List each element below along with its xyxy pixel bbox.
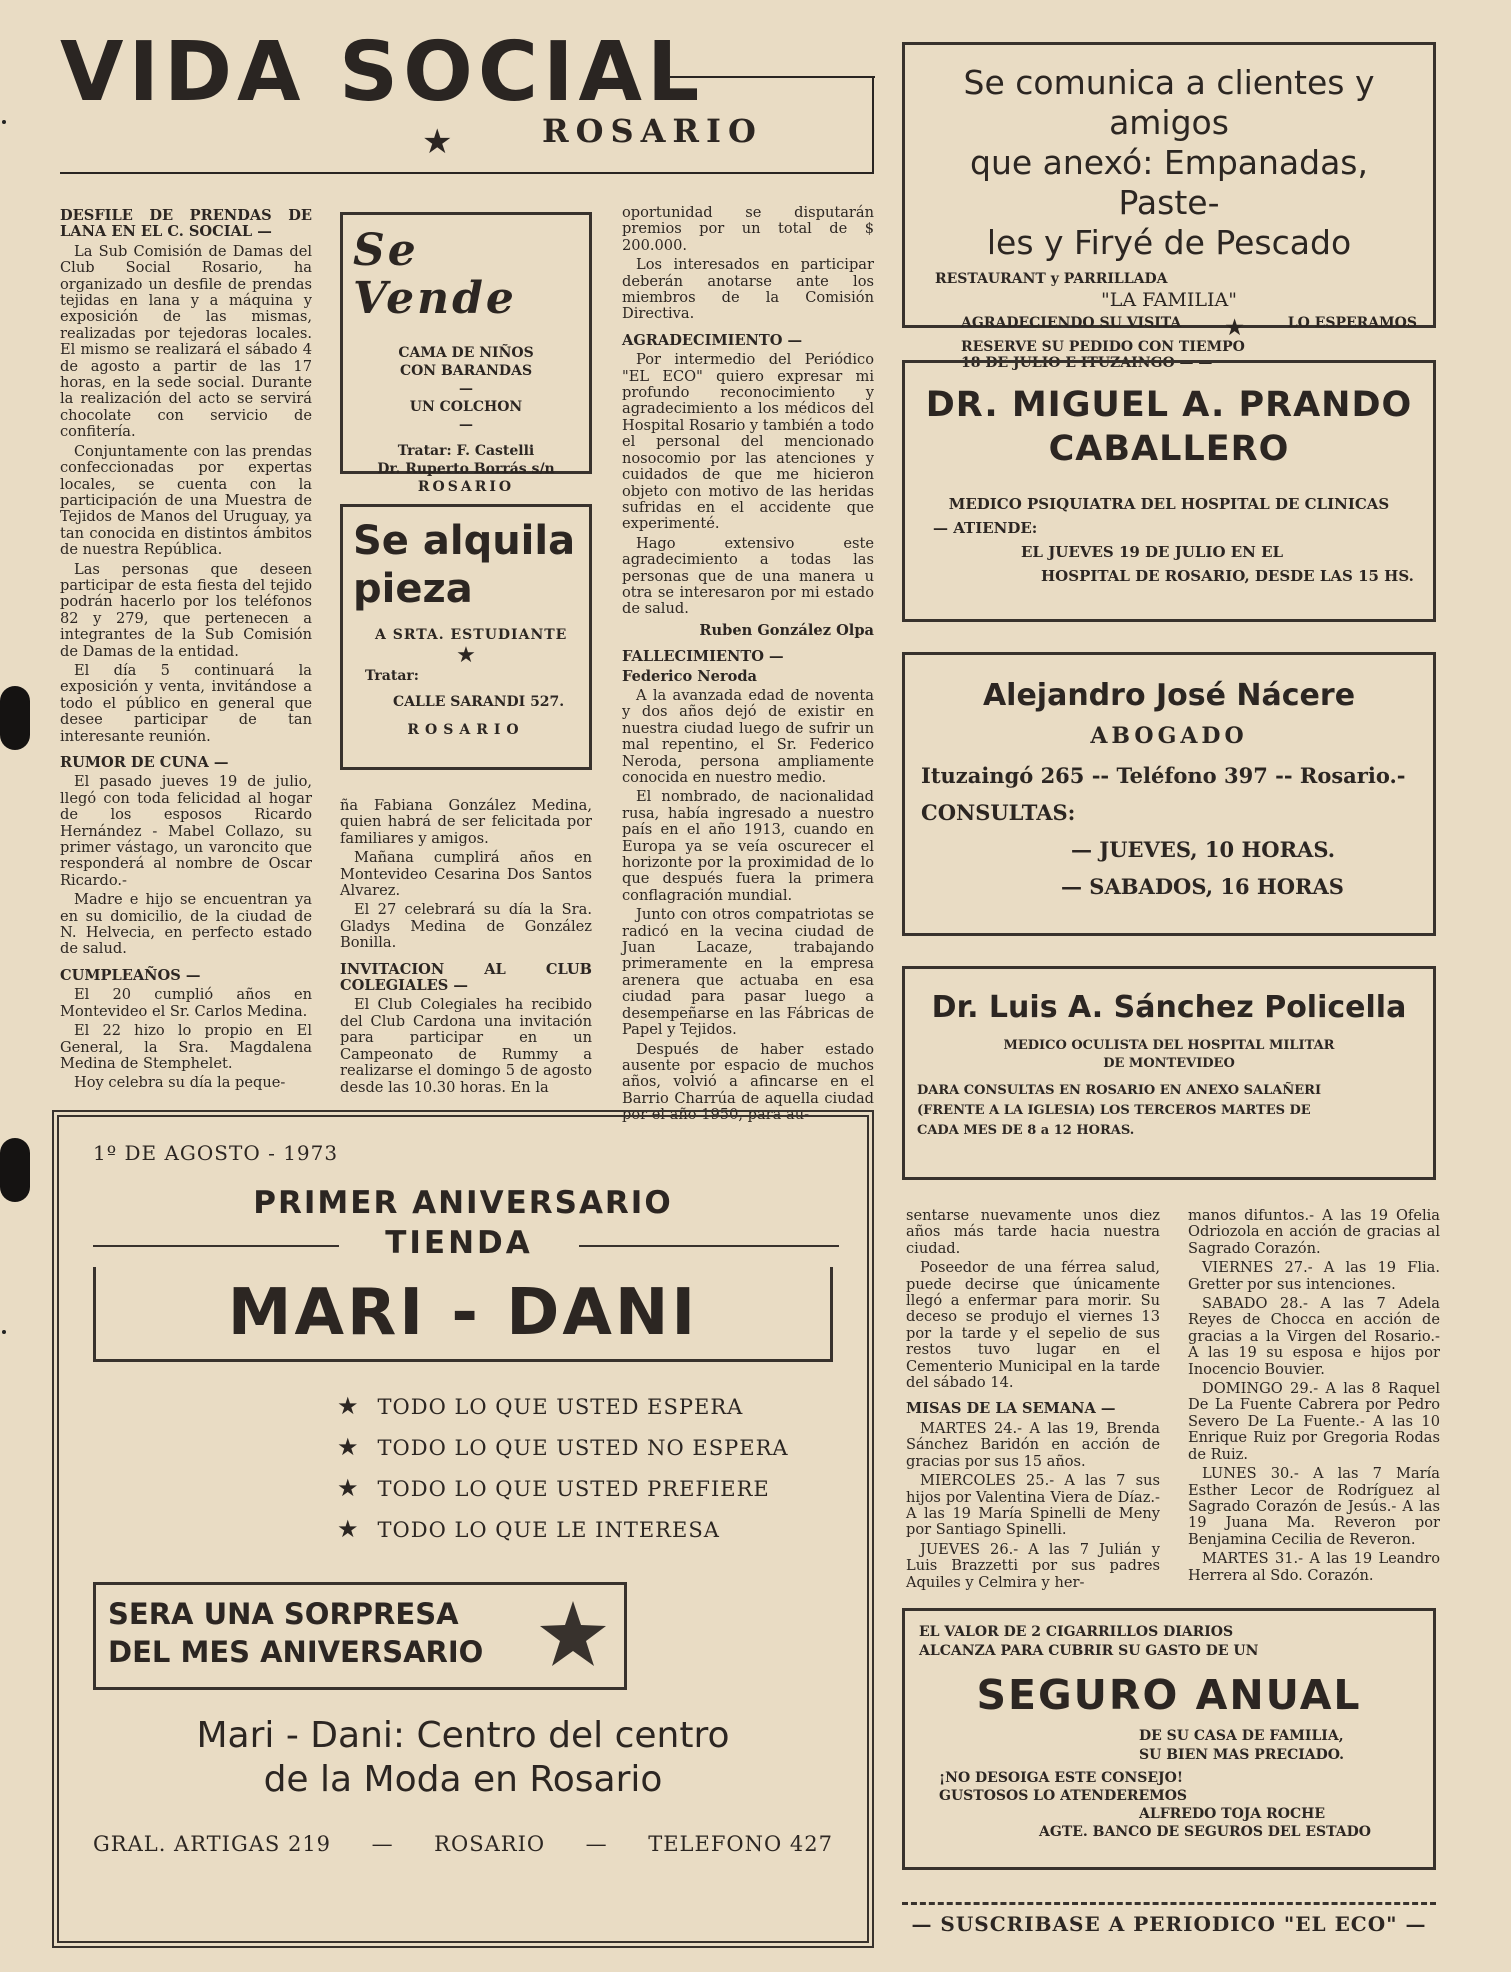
lawyer-name: Alejandro José Nácere	[982, 678, 1356, 713]
article-paragraph: manos difuntos.- A las 19 Ofelia Odriozola en acción de gracias al Sagrado Corazón.	[1188, 1207, 1440, 1257]
article-paragraph: La Sub Comisión de Damas del Club Social Rosario, ha organizado un desfile de prendas tejidas en lana y a máquina y exposición de las mismas, realizadas por tejedoras locales. El mismo se realizará el sábado 4 de agosto a partir de las 17 horas, en la sede social. Durante la realización del acto se servirá chocolate con servicio de confitería.	[60, 242, 312, 441]
bullet-item	[337, 1427, 833, 1468]
page-subtitle: ROSARIO	[542, 112, 763, 150]
ad-line: DE MONTEVIDEO	[1103, 1056, 1235, 1071]
masthead-rule	[670, 76, 875, 78]
article-paragraph: El 27 celebrará su día la Sra. Gladys Medina de González Bonilla.	[340, 901, 592, 952]
article-paragraph: SABADO 28.- A las 7 Adela Reyes de Chocca en acción de gracias a la Virgen del Rosario.- A las 19 su esposa e hijos por Inocencio Bouvier.	[1188, 1295, 1440, 1378]
ad-line: CONSULTAS:	[921, 800, 1076, 825]
ad-line: (FRENTE A LA IGLESIA) LOS TERCEROS MARTES DE	[917, 1103, 1311, 1118]
store-city: ROSARIO	[434, 1832, 546, 1856]
lawyer-address: Ituzaingó 265 -- Teléfono 397 -- Rosario.-	[921, 763, 1406, 788]
ad-headline: Se comunica a clientes y amigos	[963, 63, 1375, 142]
bullet-text: TODO LO QUE USTED PREFIERE	[377, 1477, 770, 1501]
agent-name: ALFREDO TOJA ROCHE	[1139, 1806, 1326, 1822]
store-address: GRAL. ARTIGAS 219	[93, 1832, 332, 1856]
news-column-3	[622, 205, 874, 1127]
ad-line: CON BARANDAS	[399, 362, 533, 379]
star-icon	[538, 1599, 608, 1669]
ad-headline: PRIMER ANIVERSARIO	[253, 1185, 673, 1221]
star-icon: ★	[337, 1515, 360, 1543]
divider	[93, 1245, 339, 1247]
ad-slogan: de la Moda en Rosario	[263, 1759, 663, 1800]
ad-line: Tratar:	[365, 668, 419, 684]
article-paragraph: El día 5 continuará la exposición y venta, invitándose a todo el público en general que desee participar de tan interesante reunión.	[60, 661, 312, 745]
article-paragraph: MIERCOLES 25.- A las 7 sus hijos por Valentina Viera de Díaz.- A las 19 María Spinelli de Meny por Santiago Spinelli.	[906, 1472, 1160, 1539]
ad-line: CADA MES DE 8 a 12 HORAS.	[917, 1123, 1135, 1138]
star-icon: ★	[337, 1433, 360, 1461]
ad-dr-prando	[902, 360, 1436, 622]
star-icon: ★	[337, 1392, 360, 1420]
bullet-text: TODO LO QUE LE INTERESA	[377, 1518, 720, 1542]
article-heading: Federico Neroda	[622, 667, 757, 685]
doctor-name: CABALLERO	[1048, 429, 1290, 469]
ad-line: 18 DE JULIO E ITUZAINGO — —	[961, 355, 1213, 371]
ad-line: MEDICO OCULISTA DEL HOSPITAL MILITAR	[1003, 1038, 1335, 1053]
article-heading: INVITACION AL CLUB COLEGIALES —	[340, 960, 592, 995]
ad-separator: —	[459, 416, 473, 433]
article-paragraph: Hoy celebra su día la peque-	[74, 1074, 286, 1092]
article-heading: CUMPLEAÑOS —	[60, 966, 201, 984]
separator: —	[371, 1832, 394, 1856]
news-column-5	[1188, 1208, 1440, 1587]
ad-line: Dr. Ruperto Borrás s/n	[377, 460, 555, 477]
article-heading: DESFILE DE PRENDAS DE LANA EN EL C. SOCIAL —	[60, 207, 312, 241]
bullet-text: TODO LO QUE USTED ESPERA	[377, 1395, 744, 1419]
star-icon: ★	[337, 1474, 360, 1502]
ad-line: — JUEVES, 10 HORAS.	[1071, 837, 1336, 862]
article-paragraph: Mañana cumplirá años en Montevideo Cesarina Dos Santos Alvarez.	[340, 849, 592, 900]
ad-contact	[93, 1832, 833, 1856]
surprise-box	[93, 1582, 627, 1690]
news-column-2	[340, 798, 592, 1099]
ad-separator: —	[459, 380, 473, 397]
ad-line	[921, 315, 1417, 339]
surprise-line: DEL MES ANIVERSARIO	[108, 1635, 484, 1669]
ad-line: MEDICO PSIQUIATRA DEL HOSPITAL DE CLINICAS	[948, 495, 1390, 513]
article-paragraph: Después de haber estado ausente por espacio de muchos años, volvió a afincarse en el Barrio Charrúa de aquella ciudad por el año 1950, para au-	[622, 1040, 874, 1124]
ad-line: — ATIENDE:	[933, 519, 1038, 537]
ad-tienda-row	[93, 1225, 833, 1267]
ad-line: RESERVE SU PEDIDO CON TIEMPO	[961, 339, 1245, 355]
ad-headline: TIENDA	[385, 1225, 533, 1261]
ad-title: pieza	[353, 566, 473, 612]
ad-mari-dani	[52, 1110, 874, 1948]
article-heading: MISAS DE LA SEMANA —	[906, 1400, 1116, 1418]
bullet-text: TODO LO QUE USTED NO ESPERA	[377, 1436, 789, 1460]
ad-line: GUSTOSOS LO ATENDEREMOS	[939, 1788, 1187, 1804]
star-icon: ★	[456, 643, 476, 668]
ad-slogan: Mari - Dani: Centro del centro	[196, 1715, 730, 1756]
article-paragraph: Por intermedio del Periódico "EL ECO" quiero expresar mi profundo reconocimiento y agradecimiento a los médicos del Hospital Rosario y también a todo el personal del mencionado nosocomio por las atenciones y cuidados de que me hicieron objeto con motivo de las heridas sufridas en el accidente que experimenté.	[622, 351, 875, 533]
article-paragraph: Los interesados en participar deberán anotarse ante los miembros de la Comisión Directiva.	[622, 256, 874, 323]
doctor-name: DR. MIGUEL A. PRANDO	[925, 385, 1413, 425]
ad-line: UN COLCHON	[409, 398, 523, 415]
ad-line: HOSPITAL DE ROSARIO, DESDE LAS 15 HS.	[1041, 567, 1414, 585]
article-paragraph: LUNES 30.- A las 7 María Esther Lecor de Rodríguez al Sagrado Corazón de Jesús.- A las 19 Juana Ma. Reveron por Benjamina Cecilia de Reveron.	[1188, 1465, 1440, 1548]
article-paragraph: ña Fabiana González Medina, quien habrá de ser felicitada por familiares y amigos.	[340, 797, 592, 847]
article-paragraph: Poseedor de una férrea salud, puede decirse que únicamente llegó a enfermar para morir. Su deceso se produjo el viernes 13 por la tarde y el sepelio de sus restos tuvo lugar en el Cementerio Municipal en la tarde del sábado 14.	[906, 1259, 1160, 1392]
ad-line: — SABADOS, 16 HORAS	[1061, 874, 1344, 899]
ad-title: Se Vende	[353, 225, 517, 325]
article-paragraph: El 20 cumplió años en Montevideo el Sr. Carlos Medina.	[60, 986, 312, 1020]
bullet-item	[337, 1468, 833, 1509]
article-paragraph: sentarse nuevamente unos diez años más tarde hacia nuestra ciudad.	[906, 1207, 1160, 1257]
ad-line-right: LO ESPERAMOS	[1287, 315, 1417, 331]
article-heading: FALLECIMIENTO —	[622, 648, 784, 666]
ad-line: SU BIEN MAS PRECIADO.	[1139, 1747, 1345, 1763]
ad-headline: que anexó: Empanadas, Paste-	[970, 143, 1368, 222]
article-heading: RUMOR DE CUNA —	[60, 754, 229, 771]
divider	[579, 1245, 839, 1247]
ad-line: ALCANZA PARA CUBRIR SU GASTO DE UN	[919, 1643, 1259, 1659]
article-paragraph: El nombrado, de nacionalidad rusa, había ingresado a nuestro país en el año 1913, cuando en Europa ya se veía oscurecer el horizonte por la proximidad de lo que después fuera la primera conflagración mundial.	[622, 788, 874, 904]
article-paragraph: DOMINGO 29.- A las 8 Raquel De La Fuente Cabrera por Pedro Severo De La Fuente.- A las 10 Enrique Ruiz por Gregoria Rodas de Ruiz.	[1188, 1380, 1440, 1463]
article-paragraph: Hago extensivo este agradecimiento a todas las personas que de una manera u otra se interesaron por mi estado de salud.	[622, 534, 874, 618]
ad-seguro	[902, 1608, 1436, 1870]
ad-line: A SRTA. ESTUDIANTE	[375, 627, 568, 643]
ad-line: ROSARIO	[407, 722, 525, 738]
ad-se-alquila	[340, 504, 592, 770]
masthead-rule	[872, 76, 874, 174]
star-icon: ★	[422, 122, 453, 162]
article-paragraph: Las personas que deseen participar de esta fiesta del tejido podrán hacerlo por los teléfonos 82 y 279, que pertenecen a integrantes de la Sub Comisión de Damas de la entidad.	[60, 560, 312, 660]
article-signature: Ruben González Olpa	[699, 621, 874, 639]
doctor-name: Dr. Luis A. Sánchez Policella	[931, 990, 1407, 1025]
article-paragraph: oportunidad se disputarán premios por un total de $ 200.000.	[622, 204, 874, 254]
masthead-rule	[60, 172, 874, 174]
separator: —	[585, 1832, 608, 1856]
ad-policella	[902, 966, 1436, 1180]
ad-headline: les y Firyé de Pescado	[986, 223, 1352, 262]
article-heading: AGRADECIMIENTO —	[622, 331, 803, 349]
agent-title: AGTE. BANCO DE SEGUROS DEL ESTADO	[1039, 1824, 1371, 1840]
article-paragraph: Junto con otros compatriotas se radicó en la vecina ciudad de Juan Lacaze, trabajando primeramente en la empresa arenera que actuaba en esa ciudad para pasar luego a desempeñarse en las Fábricas de Papel y Tejidos.	[622, 906, 874, 1039]
article-paragraph: El pasado jueves 19 de julio, llegó con toda felicidad al hogar de los esposos Ricardo Hernández - Mabel Collazo, su primer vástago, un varoncito que responderá al nombre de Oscar Ricardo.-	[60, 773, 312, 889]
bullet-item	[337, 1386, 833, 1427]
ad-line: EL VALOR DE 2 CIGARRILLOS DIARIOS	[919, 1624, 1234, 1640]
footer-rule	[902, 1902, 1436, 1905]
article-paragraph: JUEVES 26.- A las 7 Julián y Luis Brazzetti por sus padres Aquiles y Celmira y her-	[906, 1540, 1160, 1591]
article-paragraph: MARTES 24.- A las 19, Brenda Sánchez Baridón en acción de gracias por sus 15 años.	[906, 1419, 1160, 1470]
ad-line: RESTAURANT y PARRILLADA	[935, 271, 1168, 287]
store-phone: TELEFONO 427	[648, 1832, 833, 1856]
ad-nacere	[902, 652, 1436, 936]
article-paragraph: MARTES 31.- A las 19 Leandro Herrera al Sdo. Corazón.	[1188, 1550, 1440, 1584]
ad-line: CAMA DE NIÑOS	[398, 344, 534, 361]
ad-la-familia	[902, 42, 1436, 371]
bullet-list	[93, 1386, 833, 1550]
footer-slogan: — SUSCRIBASE A PERIODICO "EL ECO" —	[911, 1912, 1427, 1936]
ad-line: ¡NO DESOIGA ESTE CONSEJO!	[939, 1770, 1183, 1786]
restaurant-name: "LA FAMILIA"	[1101, 289, 1237, 311]
ad-date: 1º DE AGOSTO - 1973	[93, 1141, 339, 1165]
article-paragraph: Madre e hijo se encuentran ya en su domicilio, de la ciudad de N. Helvecia, en perfecto estado de salud.	[60, 891, 312, 958]
article-paragraph: El Club Colegiales ha recibido del Club Cardona una invitación para participar en un Campeonato de Rummy a realizarse el domingo 5 de agosto desde las 10.30 horas. En la	[340, 996, 592, 1096]
star-icon: ★	[1225, 315, 1244, 339]
ad-line: EL JUEVES 19 DE JULIO EN EL	[1021, 543, 1284, 561]
ad-line: DARA CONSULTAS EN ROSARIO EN ANEXO SALAÑERI	[917, 1083, 1322, 1098]
ad-line: CALLE SARANDI 527.	[393, 694, 565, 710]
margin-dot	[2, 120, 6, 124]
binder-hole-top	[0, 686, 30, 750]
ad-se-vende	[340, 212, 592, 495]
article-paragraph: Conjuntamente con las prendas confeccionadas por expertas locales, se cuenta con la participación de una Muestra de Tejidos de Manos del Uruguay, ya tan conocida en distintos ámbitos de nuestra República.	[60, 442, 312, 559]
ad-line-left: AGRADECIENDO SU VISITA	[961, 315, 1182, 331]
news-column-4	[906, 1208, 1160, 1594]
page-title: VIDA SOCIAL	[60, 25, 705, 120]
bullet-item	[337, 1509, 833, 1550]
store-name: MARI - DANI	[93, 1267, 833, 1362]
ad-line: Tratar: F. Castelli	[397, 442, 535, 459]
news-column-1	[60, 208, 312, 1095]
surprise-line: SERA UNA SORPRESA	[108, 1597, 459, 1631]
ad-title: Se alquila	[353, 518, 576, 564]
ad-title: SEGURO ANUAL	[976, 1671, 1362, 1719]
binder-hole-bottom	[0, 1138, 30, 1202]
ad-line: ROSARIO	[417, 478, 515, 495]
article-paragraph: VIERNES 27.- A las 19 Flia. Gretter por sus intenciones.	[1188, 1259, 1440, 1293]
article-paragraph: A la avanzada edad de noventa y dos años dejó de existir en nuestra ciudad luego de sufrir un mal repentino, el Sr. Federico Neroda, persona ampliamente conocida en nuestro medio.	[622, 686, 874, 786]
ad-line: DE SU CASA DE FAMILIA,	[1139, 1728, 1344, 1744]
margin-dot	[2, 1330, 6, 1334]
lawyer-role: ABOGADO	[1090, 723, 1248, 749]
article-paragraph: El 22 hizo lo propio en El General, la Sra. Magdalena Medina de Stemphelet.	[60, 1022, 312, 1072]
